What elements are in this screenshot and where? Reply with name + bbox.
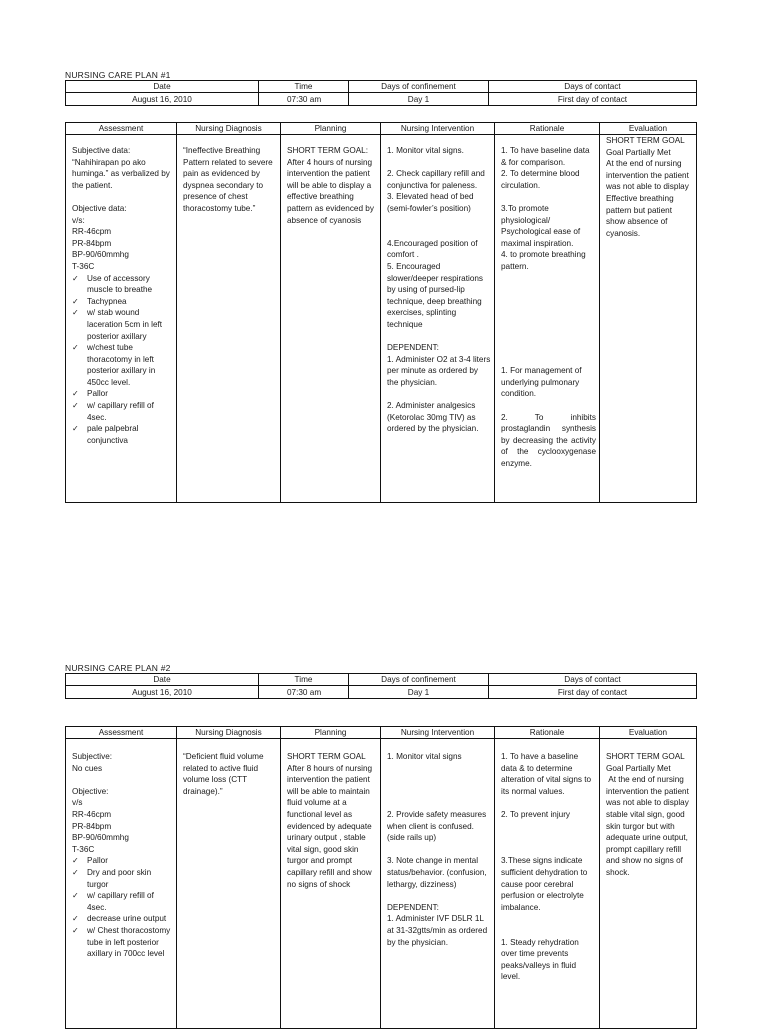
evaluation-cell [600,739,697,1029]
text-line: SHORT TERM GOAL [287,752,366,761]
text-line: 1. To have baseline data & for comparison. [501,146,592,167]
text-line: 4. to promote breathing pattern. [501,250,588,271]
planning-cell [281,739,381,1029]
text-line: “Nahihirapan po ako huminga.” as verbalized by the patient. [72,157,173,190]
checklist-item: ✓ Use of accessory muscle to breathe [72,273,173,296]
checklist-item: ✓ decrease urine output [72,913,173,925]
header-date-label: Date [66,674,259,686]
text-line: DEPENDENT: [387,343,439,353]
text-line: 1. Monitor vital signs. [387,146,464,155]
col-rationale: Rationale [495,123,600,135]
checklist-item: ✓ w/ capillary refill of 4sec. [72,890,173,913]
header-time-label: Time [259,81,349,93]
header-contact-value: First day of contact [489,93,697,106]
blank-line [501,331,596,343]
checklist-item: ✓ w/chest tube thoracotomy in left posterior axillary in 450cc level. [72,342,173,388]
header-confinement-value: Day 1 [349,686,489,699]
text-line: 5. Encouraged slower/deeper respirations by using of pursed-lip technique, deep breathing exercises, splinting technique [387,261,486,329]
text-line: Goal Partially Met [606,147,671,157]
text-line: T-36C [72,844,95,854]
col-nursing-diagnosis: Nursing Diagnosis [177,123,281,135]
text-line: 2. Check capillary refill and conjunctiva for paleness. [387,169,488,190]
text-line: T-36C [72,261,95,271]
blank-line [387,797,491,809]
text-line: PR-84bpm [72,238,112,248]
blank-line [501,307,596,319]
text-line: v/s [72,798,83,808]
text-line: Objective data: [72,203,127,213]
assessment-checklist [72,273,173,447]
text-line: 4.Encouraged position of comfort . [387,238,480,260]
col-rationale: Rationale [495,727,600,739]
text-line: 1. To have a baseline data & to determine alteration of vital signs to its normal values. [501,752,594,796]
care-plan-table [65,122,697,503]
blank-line [501,797,596,809]
text-line: Subjective data: [72,146,131,155]
blank-line [501,821,596,833]
blank-line [501,284,596,296]
blank-line [501,191,596,203]
text-line: At the end of nursing intervention the patient was not able to display Effective breathing pattern but patient show absence of cyanosis. [606,159,692,238]
text-line: RR-46cpm [72,227,112,237]
header-contact-label: Days of contact [489,81,697,93]
checklist-item: ✓ Dry and poor skin turgor [72,867,173,890]
col-nursing-intervention: Nursing Intervention [381,123,495,135]
text-line: v/s: [72,215,85,225]
text-line: “Ineffective Breathing Pattern related to severe pain as evidenced by dyspnea secondary to presence of chest thoracostomy tube.” [183,146,275,213]
blank-line [387,215,491,227]
blank-line [72,774,173,786]
blank-line [387,226,491,238]
text-line: After 8 hours of nursing intervention the patient will be able to maintain fluid volume at a functional level as evidenced by adequate urinary output , stable vital sign, good skin turgor and prompt capillary refill and show no signs of shock [287,763,375,889]
header-confinement-value: Day 1 [349,93,489,106]
blank-line [72,191,173,203]
assessment-cell [66,739,177,1029]
diagnosis-cell [177,739,281,1029]
text-line: BP-90/60mmhg [72,833,129,843]
text-line: 1. Administer O2 at 3-4 liters per minute as ordered by the physician. [387,354,493,387]
header-contact-label: Days of contact [489,674,697,686]
intervention-cell [381,135,495,503]
text-line: DEPENDENT: [387,902,439,912]
header-contact-value: First day of contact [489,686,697,699]
checklist-item: ✓ Tachypnea [72,296,173,308]
text-line: 2. Provide safety measures when client is confused.(side rails up) [387,809,489,843]
text-line: 2. To determine blood circulation. [501,169,582,190]
checklist-item: ✓ pale palpebral conjunctiva [72,423,173,446]
text-line: 1. Administer IVF D5LR 1L at 31-32gtts/min as ordered by the physician. [387,914,490,947]
header-time-label: Time [259,674,349,686]
assessment-lines [72,145,173,273]
checklist-item: ✓ w/ stab wound laceration 5cm in left posterior axillary [72,307,173,342]
blank-line [387,774,491,786]
header-date-value: August 16, 2010 [66,93,259,106]
blank-line [501,832,596,844]
header-date-label: Date [66,81,259,93]
plan-header-table [65,673,697,699]
col-nursing-diagnosis: Nursing Diagnosis [177,727,281,739]
text-line: 2. To inhibits prostaglandin synthesis by decreasing the activity of the cyclooxygenase enzyme. [501,412,599,469]
col-assessment: Assessment [66,123,177,135]
plan-title: NURSING CARE PLAN #2 [65,663,171,673]
assessment-cell [66,135,177,503]
text-line: 3.To promote physiological/ Psychological ease of maximal inspiration. [501,203,583,248]
text-line: SHORT TERM GOAL [606,752,685,761]
checklist-item: ✓ w/ Chest thoracostomy tube in left posterior axillary in 700cc level [72,925,173,960]
text-line: SHORT TERM GOAL [606,136,685,145]
col-planning: Planning [281,727,381,739]
checklist-item: ✓ Pallor [72,855,173,867]
rationale-cell [495,739,600,1029]
col-evaluation: Evaluation [600,123,697,135]
checklist-item: ✓ w/ capillary refill of 4sec. [72,400,173,423]
col-evaluation: Evaluation [600,727,697,739]
blank-line [387,763,491,775]
text-line: 1. Monitor vital signs [387,752,462,761]
blank-line [387,331,491,343]
intervention-cell [381,739,495,1029]
header-date-value: August 16, 2010 [66,686,259,699]
text-line: Subjective: [72,752,113,761]
header-time-value: 07:30 am [259,686,349,699]
blank-line [387,890,491,902]
text-line: 3. Note change in mental status/behavior. (confusion, lethargy, dizziness) [387,856,489,889]
rationale-cell [495,135,600,503]
care-plan-table [65,726,697,1029]
planning-cell [281,135,381,503]
blank-line [501,925,596,937]
header-time-value: 07:30 am [259,93,349,106]
checklist-item: ✓ Pallor [72,388,173,400]
text-line: BP-90/60mmhg [72,250,129,260]
text-line: 2. To prevent injury [501,809,571,819]
blank-line [501,273,596,285]
blank-line [387,844,491,856]
text-line: At the end of nursing intervention the patient was not able to display stable vital sign, good skin turgor but with adequate urine output, prompt capillary refill and show no signs of shock. [606,775,692,877]
text-line: After 4 hours of nursing intervention the patient will be able to display a effective breathing pattern as evidenced by absence of cyanosis [287,157,377,225]
text-line: Goal Partially Met [606,763,671,773]
blank-line [501,913,596,925]
diagnosis-cell [177,135,281,503]
blank-line [387,388,491,400]
text-line: “Deficient fluid volume related to active fluid volume loss (CTT drainage).” [183,752,266,796]
col-assessment: Assessment [66,727,177,739]
text-line: PR-84bpm [72,821,112,831]
blank-line [501,354,596,366]
assessment-lines [72,751,173,855]
blank-line [501,844,596,856]
col-nursing-intervention: Nursing Intervention [381,727,495,739]
text-line: SHORT TERM GOAL: [287,146,368,155]
text-line: Objective: [72,786,109,796]
assessment-checklist [72,855,173,959]
blank-line [387,157,491,169]
header-confinement-label: Days of confinement [349,81,489,93]
blank-line [387,786,491,798]
plan-title: NURSING CARE PLAN #1 [65,70,171,80]
text-line: No cues [72,763,103,773]
text-line: 3. Elevated head of bed (semi-fowler’s position) [387,192,476,213]
blank-line [501,400,596,412]
text-line: 2. Administer analgesics (Ketorolac 30mg TIV) as ordered by the physician. [387,401,479,434]
blank-line [501,342,596,354]
col-planning: Planning [281,123,381,135]
plan-header-table [65,80,697,106]
text-line: RR-46cpm [72,809,112,819]
blank-line [501,319,596,331]
text-line: 1. Steady rehydration over time prevents peaks/valleys in fluid level. [501,937,582,982]
header-confinement-label: Days of confinement [349,674,489,686]
evaluation-cell [600,135,697,503]
text-line: 3.These signs indicate sufficient dehydration to cause poor cerebral perfusion or electrolyte imbalance. [501,856,590,912]
blank-line [501,296,596,308]
text-line: 1. For management of underlying pulmonary condition. [501,366,584,399]
